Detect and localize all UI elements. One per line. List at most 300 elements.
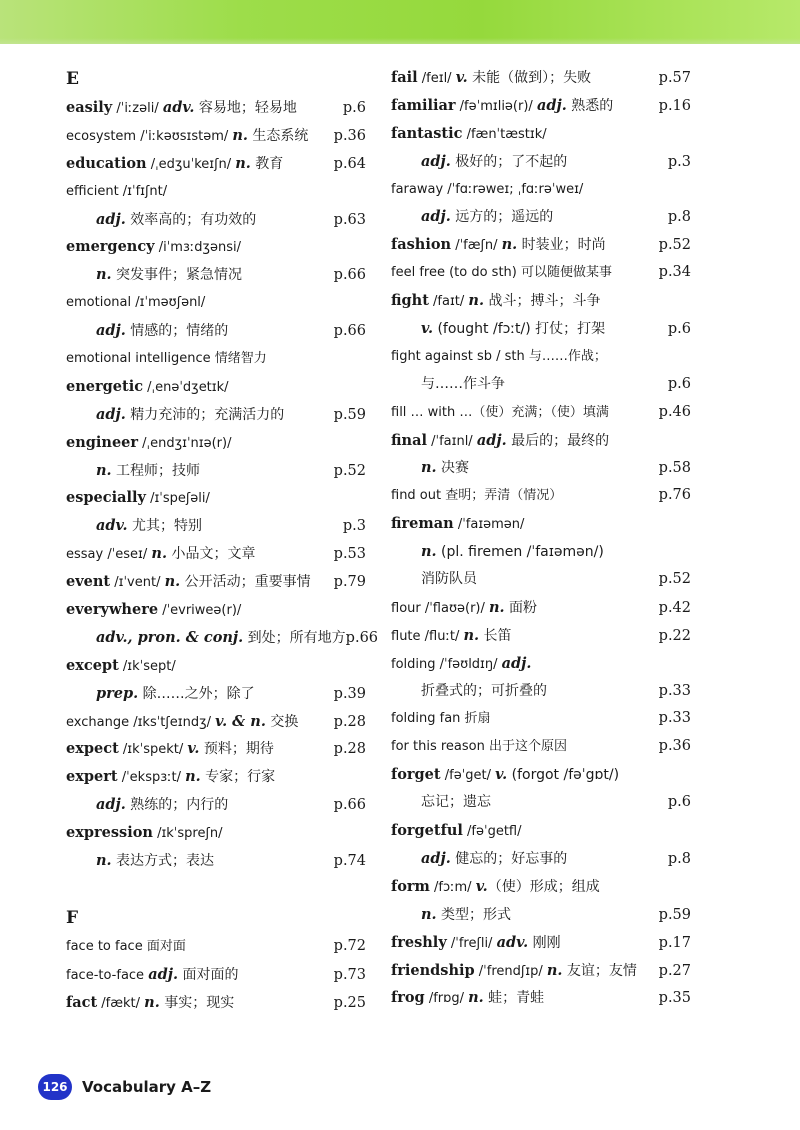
page-reference: p.6	[667, 375, 691, 392]
part-of-speech: adj.	[96, 322, 126, 340]
phonetic: /ˌendʒɪˈnɪə(r)/	[138, 435, 232, 451]
part-of-speech: adj.	[476, 431, 507, 449]
page-reference: p.25	[333, 994, 366, 1011]
entry-continuation	[391, 845, 691, 873]
definition: 消防队员	[421, 571, 477, 588]
entry-text	[66, 317, 334, 346]
page-reference: p.33	[658, 710, 691, 727]
page-number-badge: 126	[38, 1074, 72, 1100]
part-of-speech: n.	[185, 768, 201, 786]
entry-text	[66, 652, 366, 681]
entry-text	[66, 345, 366, 373]
entry-text	[391, 231, 659, 260]
vocab-entry	[391, 176, 691, 204]
vocab-entry	[391, 482, 691, 510]
phonetic: /ˈfaɪnl/	[427, 433, 477, 449]
page-reference: p.52	[333, 462, 366, 479]
entry-text	[391, 538, 691, 567]
page-reference: p.36	[658, 738, 691, 755]
definition: 类型；形式	[436, 906, 512, 923]
entry-continuation	[391, 454, 691, 482]
headword: fail	[391, 69, 418, 86]
entry-text	[391, 594, 659, 623]
entry-text	[66, 624, 346, 653]
definition: 熟练的；内行的	[125, 797, 229, 814]
vocab-entry	[66, 540, 366, 568]
page-reference: p.73	[333, 966, 366, 983]
part-of-speech: n.	[164, 573, 181, 591]
part-of-speech: v.	[421, 320, 434, 338]
entry-text	[391, 399, 659, 427]
part-of-speech: adj.	[96, 210, 126, 228]
entry-text	[66, 933, 334, 961]
entry-text	[391, 343, 691, 371]
definition: 战斗；搏斗；斗争	[484, 293, 601, 310]
part-of-speech: n.	[235, 154, 251, 172]
entry-text	[391, 203, 668, 232]
entry-text	[391, 454, 659, 483]
part-of-speech: n.	[421, 543, 437, 561]
definition: 友谊；友情	[562, 962, 637, 979]
headword: final	[391, 431, 427, 449]
entry-text	[66, 401, 334, 430]
vocab-entry	[391, 984, 691, 1012]
vocab-entry	[391, 817, 691, 845]
entry-text	[391, 733, 659, 761]
section-gap	[66, 875, 366, 903]
vocab-entry	[391, 929, 691, 957]
part-of-speech: adj.	[96, 405, 126, 423]
page-reference: p.66	[333, 323, 366, 340]
entry-text	[66, 568, 334, 597]
entry-word: folding /ˈfəʊldɪŋ/	[391, 656, 502, 672]
definition: 刚刚	[528, 934, 561, 951]
vocab-entry	[391, 650, 691, 678]
entry-continuation	[391, 901, 691, 929]
part-of-speech: n.	[96, 852, 112, 870]
vocab-entry	[391, 733, 691, 761]
entry-word: emotional /ɪˈməʊʃənl/	[66, 295, 206, 311]
entry-text	[66, 708, 334, 737]
entry-word: folding fan 折扇	[391, 711, 491, 727]
entry-word: flute /fluːt/	[391, 628, 464, 644]
definition: 公开活动；重要事情	[180, 574, 311, 591]
vocab-entry	[391, 957, 691, 985]
vocab-entry	[66, 233, 366, 261]
entry-text	[66, 961, 334, 990]
entry-text	[391, 957, 659, 986]
vocab-entry	[66, 933, 366, 961]
page-reference: p.28	[333, 713, 366, 730]
page-reference: p.6	[342, 100, 366, 116]
headword: fact	[66, 993, 98, 1011]
entry-word: exchange /ɪksˈtʃeɪndʒ/	[66, 714, 216, 730]
entry-word: fight against sb / sth 与……作战；	[391, 348, 607, 364]
phonetic: /feɪl/	[417, 71, 456, 86]
page-reference: p.33	[658, 682, 691, 699]
left-column	[66, 64, 379, 1017]
entry-word: flour /ˈflaʊə(r)/	[391, 600, 489, 616]
headword: forgetful	[391, 822, 463, 840]
definition: 极好的；了不起的	[450, 153, 568, 170]
entry-text	[391, 176, 691, 204]
part-of-speech: adj.	[536, 96, 567, 114]
entry-text	[391, 761, 691, 790]
entry-text	[66, 150, 334, 179]
entry-word: emotional intelligence 情绪智力	[66, 351, 267, 367]
header-banner	[0, 0, 800, 44]
page-reference: p.72	[333, 937, 366, 954]
phonetic: /fəˈgetfl/	[462, 824, 522, 840]
phonetic: /ɪˈspeʃəli/	[145, 491, 210, 507]
entry-text	[66, 261, 334, 290]
entry-continuation	[66, 624, 379, 652]
right-column	[391, 64, 691, 1012]
entry-text	[66, 429, 366, 458]
entry-word: feel free (to do sth) 可以随便做某事	[391, 265, 612, 281]
page-reference: p.52	[658, 571, 691, 588]
entry-word: fill … with …（使）充满；（使）填满	[391, 404, 609, 420]
entry-text	[391, 845, 668, 874]
vocab-entry	[391, 287, 691, 315]
entry-text	[66, 989, 334, 1018]
part-of-speech: n.	[468, 989, 484, 1007]
definition: 表达方式；表达	[111, 853, 215, 870]
part-of-speech: n.	[468, 292, 485, 310]
part-of-speech: n.	[151, 545, 167, 563]
entry-text	[391, 901, 659, 930]
vocab-entry	[391, 705, 691, 733]
definition: 突发事件；紧急情况	[111, 267, 243, 284]
phonetic: /ˈfaɪəmən/	[453, 517, 525, 533]
page-reference: p.17	[658, 934, 691, 951]
definition: (forgot /fəˈgɒt/)	[507, 767, 620, 784]
phonetic: /fænˈtæstɪk/	[462, 126, 547, 142]
page-footer	[38, 1072, 211, 1102]
definition: 折叠式的；可折叠的	[421, 682, 547, 699]
page-reference: p.66	[333, 797, 366, 814]
entry-text	[66, 819, 366, 848]
entry-text	[391, 64, 659, 93]
entry-text	[66, 94, 343, 123]
headword: familiar	[391, 96, 456, 114]
phonetic: /ˈfæʃn/	[451, 238, 502, 254]
page-reference: p.63	[333, 211, 366, 228]
vocab-entry	[391, 873, 691, 901]
vocab-entry	[66, 484, 366, 512]
part-of-speech: adv.	[96, 517, 128, 535]
entry-text	[66, 178, 366, 206]
headword: forget	[391, 766, 441, 784]
entry-text	[391, 678, 659, 706]
headword: expect	[66, 740, 119, 758]
vocab-entry	[66, 289, 366, 317]
vocab-entry	[391, 399, 691, 427]
definition: 忘记；遗忘	[421, 794, 491, 811]
entry-text	[66, 373, 366, 402]
headword: fantastic	[391, 124, 463, 142]
definition: 决赛	[436, 460, 470, 477]
entry-text	[391, 984, 659, 1013]
page-reference: p.39	[333, 685, 366, 702]
entry-word: face to face 面对面	[66, 938, 186, 954]
headword: frog	[391, 989, 425, 1007]
vocab-entry	[66, 373, 366, 401]
entry-continuation	[66, 206, 366, 234]
entry-continuation	[66, 680, 366, 708]
part-of-speech: v.	[187, 740, 200, 758]
page-reference: p.3	[342, 518, 366, 535]
phonetic: /iˈmɜːdʒənsi/	[154, 240, 242, 256]
entry-text	[391, 427, 691, 456]
vocab-entry	[391, 64, 691, 92]
page-reference: p.22	[658, 627, 691, 644]
page-reference: p.76	[658, 487, 691, 504]
part-of-speech: v.	[455, 69, 468, 86]
part-of-speech: n.	[421, 459, 437, 477]
definition: 精力充沛的；充满活力的	[125, 406, 285, 423]
entry-continuation	[66, 457, 366, 485]
vocab-entry	[66, 708, 366, 736]
entry-continuation	[66, 512, 366, 540]
part-of-speech: prep.	[96, 684, 139, 702]
definition: 事实；现实	[159, 994, 235, 1011]
entry-continuation	[66, 317, 366, 345]
entry-word: for this reason 出于这个原因	[391, 739, 567, 755]
headword: except	[66, 656, 119, 674]
entry-text	[66, 735, 334, 764]
entry-text	[391, 120, 691, 149]
part-of-speech: adj.	[501, 654, 532, 672]
entry-continuation	[391, 678, 691, 706]
part-of-speech: adj.	[421, 208, 451, 226]
part-of-speech: n.	[96, 461, 112, 479]
entry-text	[391, 371, 668, 399]
entry-text	[391, 817, 691, 846]
part-of-speech: n.	[463, 626, 480, 644]
page-reference: p.42	[658, 599, 691, 616]
part-of-speech: adj.	[421, 849, 451, 867]
vocab-entry	[66, 345, 366, 373]
part-of-speech: adj.	[96, 796, 126, 814]
phonetic: /ˈekspɜːt/	[117, 770, 186, 786]
entry-text	[391, 259, 659, 287]
entry-text	[66, 206, 334, 235]
entry-continuation	[391, 203, 691, 231]
phonetic: /ˈfreʃli/	[446, 935, 497, 951]
entry-text	[66, 122, 334, 151]
definition: 面对面的	[178, 966, 239, 983]
entry-word: face-to-face	[66, 967, 149, 983]
phonetic: /ˈiːzəli/	[112, 101, 163, 116]
page-reference: p.74	[333, 853, 366, 870]
headword: expression	[66, 824, 153, 842]
definition: 未能（做到）；失败	[467, 70, 592, 86]
vocab-entry	[391, 120, 691, 148]
entry-continuation	[391, 566, 691, 594]
definition: 交换	[265, 713, 299, 730]
part-of-speech: v. & n.	[215, 712, 266, 730]
headword: friendship	[391, 961, 475, 979]
headword: fashion	[391, 236, 452, 254]
definition: (fought /fɔːt/) 打仗；打架	[433, 321, 606, 338]
entry-continuation	[391, 789, 691, 817]
entry-text	[391, 482, 659, 510]
part-of-speech: adj.	[421, 152, 451, 170]
definition: 容易地；轻易地	[194, 100, 297, 116]
definition: 到处；所有地方	[243, 629, 346, 646]
page-reference: p.64	[333, 155, 366, 172]
entry-word: faraway /ˈfɑːrəweɪ; ˌfɑːrəˈweɪ/	[391, 181, 584, 197]
definition: 熟悉的	[566, 97, 614, 114]
definition: 生态系统	[247, 127, 309, 144]
part-of-speech: n.	[96, 266, 112, 284]
headword: education	[66, 154, 147, 172]
page-reference: p.57	[658, 70, 691, 86]
part-of-speech: n.	[232, 126, 248, 144]
headword: especially	[66, 489, 146, 507]
page-reference: p.35	[658, 990, 691, 1007]
page-reference: p.8	[667, 209, 691, 226]
definition: 除……之外；除了	[138, 685, 255, 702]
phonetic: /ɪkˈspekt/	[118, 742, 188, 758]
entry-continuation	[391, 371, 691, 399]
page-reference: p.27	[658, 962, 691, 979]
part-of-speech: v.	[475, 877, 488, 895]
page-reference: p.3	[667, 153, 691, 170]
page-reference: p.16	[658, 97, 691, 114]
definition: 远方的；遥远的	[450, 209, 554, 226]
vocab-entry	[66, 429, 366, 457]
definition: 尤其；特别	[127, 518, 203, 535]
headword: easily	[66, 99, 113, 116]
page-reference: p.8	[667, 850, 691, 867]
definition: (pl. firemen /ˈfaɪəmən/)	[436, 544, 604, 561]
phonetic: /fækt/	[97, 995, 145, 1011]
footer-title: Vocabulary A–Z	[82, 1078, 212, 1096]
phonetic: /fəˈmɪliə(r)/	[455, 98, 537, 114]
entry-text	[66, 484, 366, 513]
page-reference: p.28	[333, 741, 366, 758]
part-of-speech: adv., pron. & conj.	[96, 628, 244, 646]
vocab-entry	[66, 150, 366, 178]
page-reference: p.66	[333, 267, 366, 284]
part-of-speech: n.	[489, 598, 505, 616]
entry-continuation	[66, 791, 366, 819]
vocab-entry	[66, 596, 366, 624]
part-of-speech: adv.	[162, 99, 195, 116]
vocab-entry	[391, 259, 691, 287]
part-of-speech: adv.	[496, 933, 529, 951]
entry-text	[66, 847, 334, 876]
definition: 情感的；情绪的	[125, 323, 229, 340]
entry-text	[391, 148, 668, 177]
entry-text	[66, 791, 334, 820]
definition: 最后的；最终的	[506, 432, 610, 449]
vocab-entry	[66, 652, 366, 680]
headword: freshly	[391, 933, 447, 951]
vocab-entry	[66, 989, 366, 1017]
entry-continuation	[391, 538, 691, 566]
page-reference: p.66	[345, 629, 379, 646]
definition: 教育	[250, 155, 284, 172]
vocab-entry	[66, 735, 366, 763]
vocab-entry	[66, 178, 366, 206]
headword: energetic	[66, 377, 144, 395]
entry-continuation	[391, 315, 691, 343]
headword: engineer	[66, 433, 139, 451]
entry-text	[391, 287, 691, 316]
phonetic: /fɔːm/	[429, 879, 476, 895]
entry-text	[391, 873, 691, 902]
vocab-entry	[66, 94, 366, 122]
definition: 工程师；技师	[111, 462, 201, 479]
entry-continuation	[66, 401, 366, 429]
vocab-entry	[391, 92, 691, 120]
page-reference: p.79	[333, 574, 366, 591]
page-reference: p.59	[333, 406, 366, 423]
entry-word: essay /ˈeseɪ/	[66, 547, 152, 563]
entry-word: efficient /ɪˈfɪʃnt/	[66, 183, 168, 199]
entry-text	[66, 233, 366, 262]
section-letter: F	[66, 907, 79, 928]
entry-text	[391, 789, 668, 817]
page-reference: p.36	[333, 127, 366, 144]
section-letter: E	[66, 69, 79, 89]
definition: 蛙；青蛙	[483, 990, 545, 1007]
headword: emergency	[66, 238, 155, 256]
phonetic: /frɒg/	[424, 991, 469, 1007]
entry-text	[66, 457, 334, 486]
definition: 长笛	[479, 627, 512, 644]
vocab-entry	[66, 122, 366, 150]
phonetic: /faɪt/	[428, 294, 469, 310]
definition: （使）形成；组成	[487, 878, 600, 895]
page-reference: p.6	[667, 321, 691, 338]
page-reference: p.59	[658, 906, 691, 923]
part-of-speech: n.	[144, 993, 160, 1011]
definition: 预料；期待	[199, 741, 274, 758]
vocab-entry	[66, 961, 366, 989]
vocab-entry	[66, 763, 366, 791]
page-reference: p.6	[667, 794, 691, 811]
part-of-speech: n.	[501, 236, 518, 254]
vocab-entry	[391, 594, 691, 622]
part-of-speech: v.	[495, 766, 508, 784]
entry-text	[391, 566, 659, 594]
definition: 健忘的；好忘事的	[450, 850, 568, 867]
phonetic: /ˌenəˈdʒetɪk/	[143, 379, 229, 395]
phonetic: /ˈfrendʃɪp/	[474, 963, 547, 979]
phonetic: /fəˈget/	[440, 768, 496, 784]
entry-text	[66, 680, 334, 709]
headword: form	[391, 877, 430, 895]
entry-text	[66, 289, 366, 317]
page-reference: p.34	[658, 264, 691, 281]
definition: 小品文；文章	[167, 546, 256, 563]
entry-text	[391, 705, 659, 733]
entry-continuation	[66, 847, 366, 875]
headword: event	[66, 573, 111, 591]
page-reference: p.46	[658, 403, 691, 420]
part-of-speech: n.	[421, 905, 437, 923]
entry-text	[391, 622, 659, 651]
phonetic: /ˈevriweə(r)/	[158, 603, 242, 619]
headword: fireman	[391, 515, 454, 533]
phonetic: /ɪkˈspreʃn/	[152, 826, 223, 842]
headword: fight	[391, 292, 429, 310]
entry-word: ecosystem /ˈiːkəʊsɪstəm/	[66, 128, 233, 144]
